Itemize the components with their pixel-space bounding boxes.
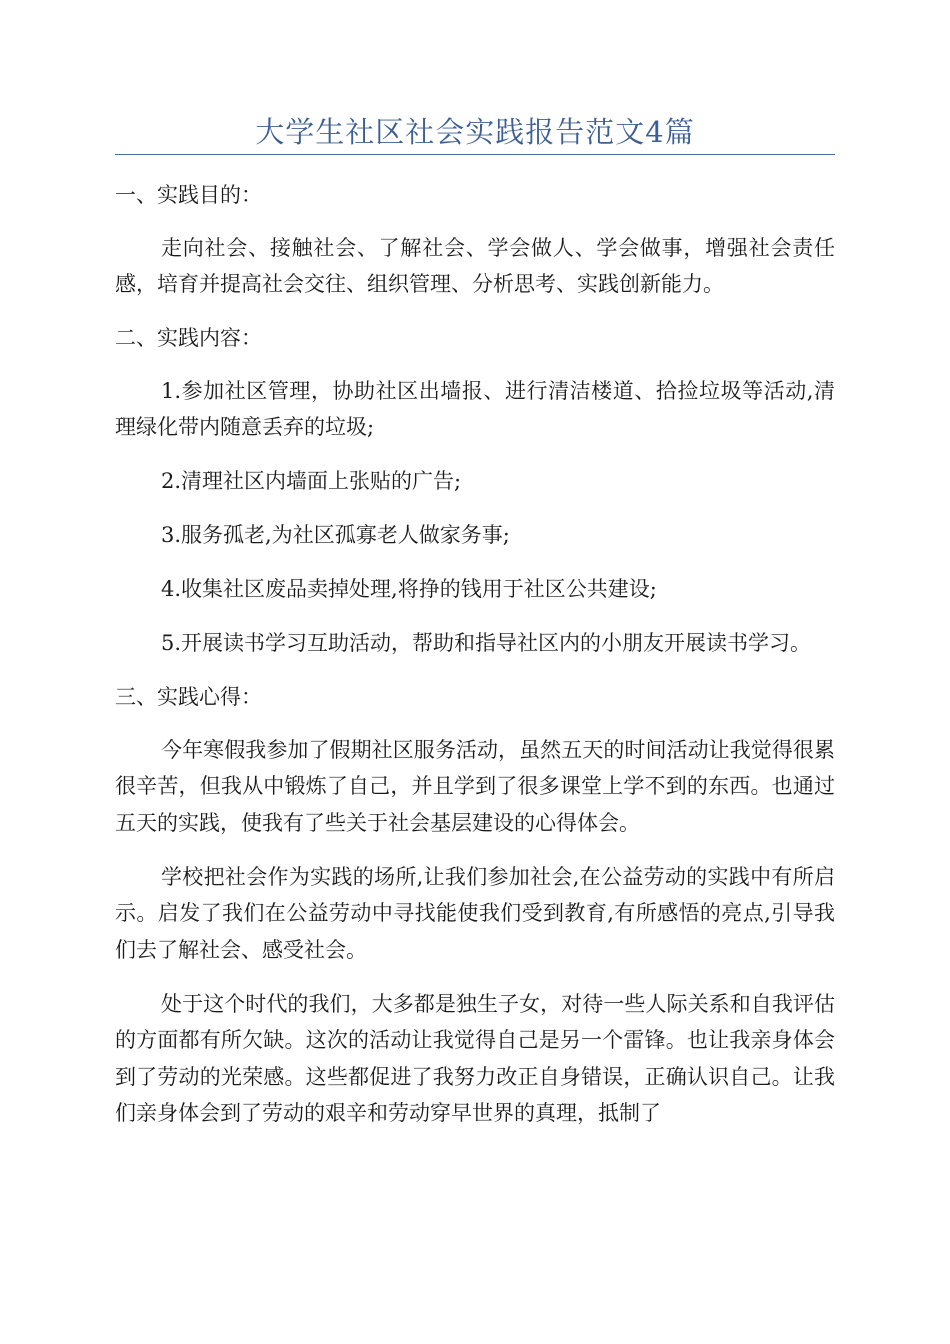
document-title: 大学生社区社会实践报告范文4篇 <box>255 115 695 149</box>
list-item: 4.收集社区废品卖掉处理,将挣的钱用于社区公共建设; <box>161 577 657 601</box>
paragraph: 走向社会、接触社会、了解社会、学会做人、学会做事，增强社会责任感，培育并提高社会交往、组织管理、分析思考、实践创新能力。 <box>115 235 835 296</box>
paragraph: 今年寒假我参加了假期社区服务活动，虽然五天的时间活动让我觉得很累很辛苦，但我从中锻炼了自己，并且学到了很多课堂上学不到的东西。也通过五天的实践，使我有了些关于社会基层建设的心得体会。 <box>115 737 835 835</box>
list-item: 5.开展读书学习互助活动，帮助和指导社区内的小朋友开展读书学习。 <box>161 631 812 655</box>
paragraph: 处于这个时代的我们，大多都是独生子女，对待一些人际关系和自我评估的方面都有所欠缺。这次的活动让我觉得自己是另一个雷锋。也让我亲身体会到了劳动的光荣感。这些都促进了我努力改正自身错误，正确认识自己。让我们亲身体会到了劳动的艰辛和劳动穿早世界的真理，抵制了 <box>115 991 835 1125</box>
document-body <box>115 177 835 1149</box>
section-heading-content: 二、实践内容： <box>115 326 262 350</box>
section-heading-purpose: 一、实践目的： <box>115 183 262 207</box>
section-heading-reflection: 三、实践心得： <box>115 685 262 709</box>
paragraph: 学校把社会作为实践的场所,让我们参加社会,在公益劳动的实践中有所启示。启发了我们在公益劳动中寻找能使我们受到教育,有所感悟的亮点,引导我们去了解社会、感受社会。 <box>115 864 835 962</box>
title-underline <box>115 154 835 155</box>
list-item: 1.参加社区管理，协助社区出墙报、进行清洁楼道、拾捡垃圾等活动,清理绿化带内随意丢弃的垃圾; <box>115 378 835 439</box>
list-item: 3.服务孤老,为社区孤寡老人做家务事; <box>161 523 510 547</box>
list-item: 2.清理社区内墙面上张贴的广告; <box>161 469 462 493</box>
